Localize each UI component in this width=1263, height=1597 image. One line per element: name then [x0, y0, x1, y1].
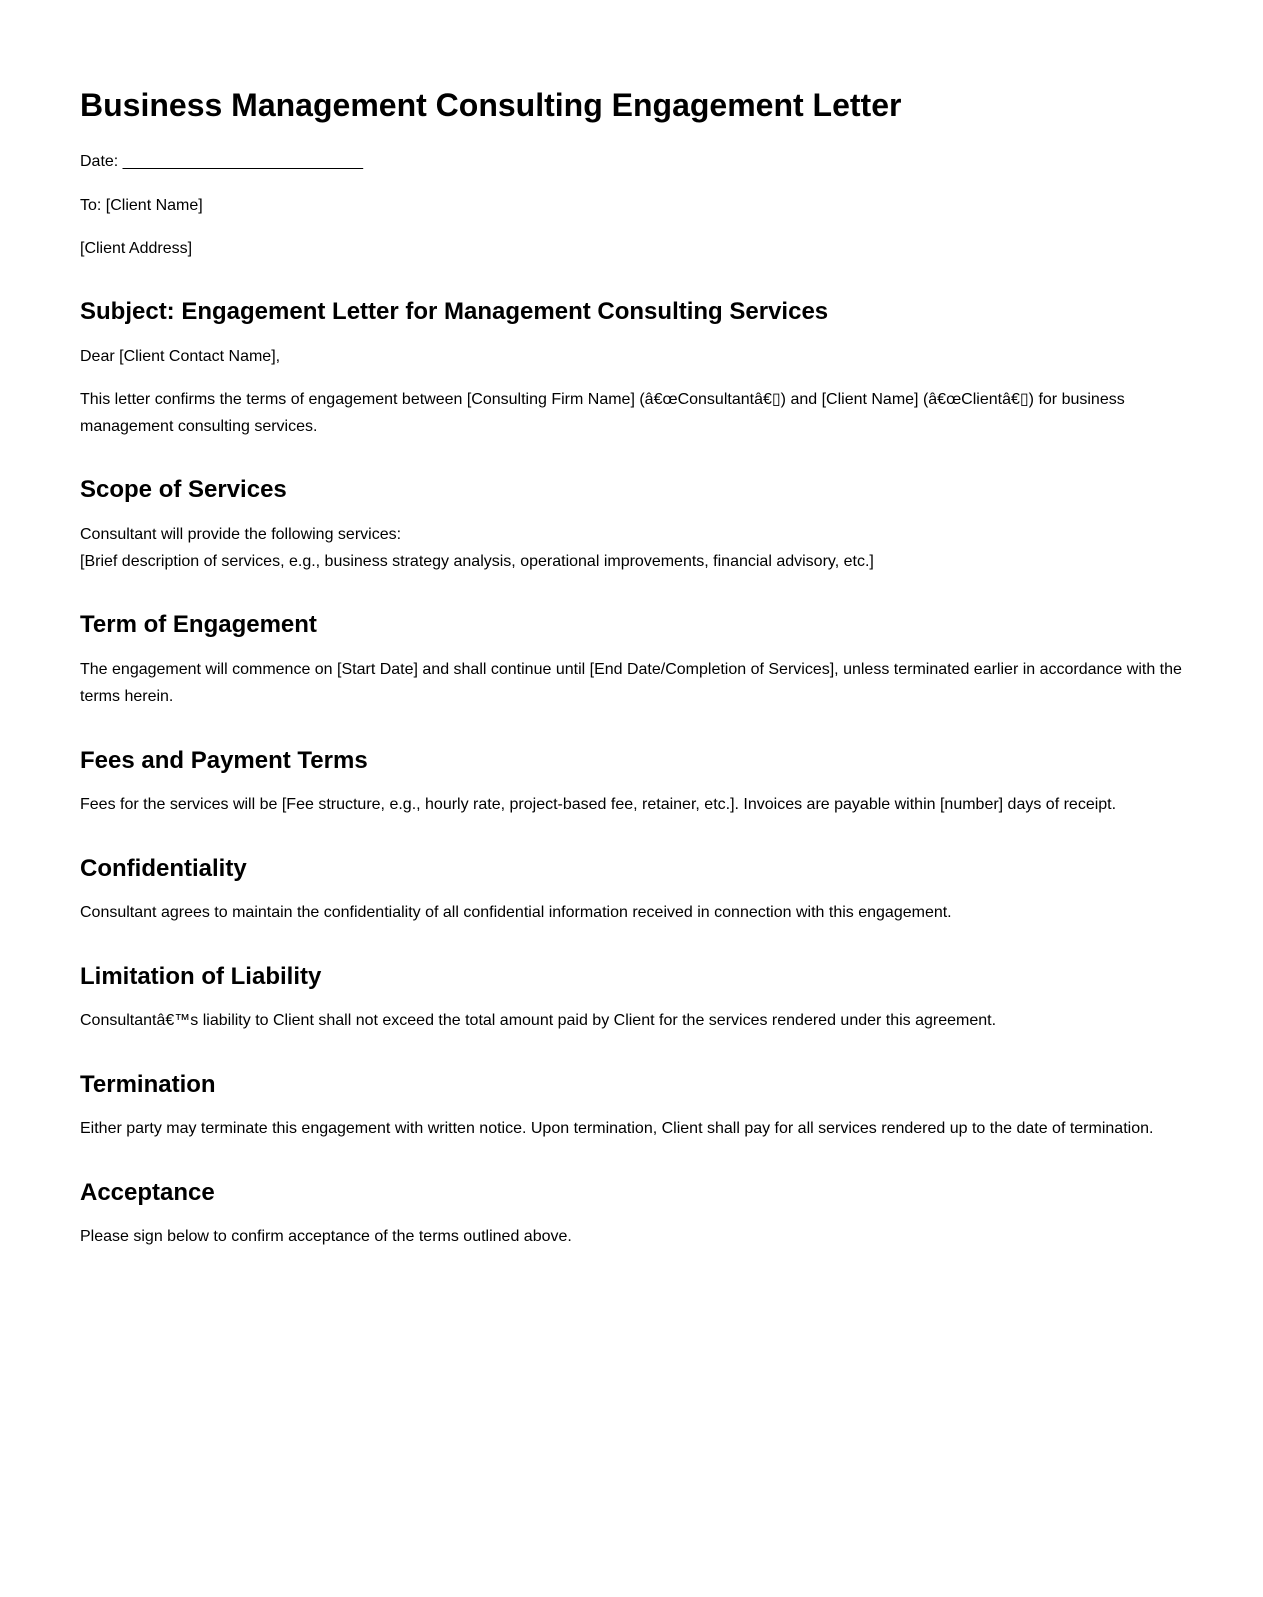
recipient-address-line: [Client Address] — [80, 239, 193, 257]
section-confidentiality — [80, 855, 1183, 927]
term-of-engagement-heading: Term of Engagement — [80, 611, 317, 639]
scope-services-intro-line: Consultant will provide the following services: — [80, 526, 402, 544]
subject-heading: Subject: Engagement Letter for Management Consulting Services — [80, 297, 829, 325]
date-line — [80, 148, 1183, 175]
date-label: Date: — [80, 153, 119, 171]
term-of-engagement-body: The engagement will commence on [Start Date] and shall continue until [End Date/Completion of Services], unless terminated earlier in accordance with the terms herein. — [80, 661, 1182, 706]
fees-and-payment-terms-body: Fees for the services will be [Fee structure, e.g., hourly rate, project-based fee, retainer, etc.]. Invoices are payable within [number] days of receipt. — [80, 796, 1117, 814]
scope-services-description-line: [Brief description of services, e.g., business strategy analysis, operational improvements, financial advisory, etc.] — [80, 553, 874, 571]
section-acceptance — [80, 1179, 1183, 1251]
document-title: Business Management Consulting Engagement Letter — [80, 87, 902, 123]
intro-paragraph: This letter confirms the terms of engagement between [Consulting Firm Name] (â€œConsultantâ€▯) and [Client Name] (â€œClientâ€▯) for business management consulting services. — [80, 390, 1125, 436]
recipient-to-line: To: [Client Name] — [80, 196, 203, 214]
scope-of-services-heading: Scope of Services — [80, 476, 287, 504]
acceptance-body: Please sign below to confirm acceptance of the terms outlined above. — [80, 1228, 572, 1246]
section-scope-of-services — [80, 476, 1183, 575]
limitation-of-liability-heading: Limitation of Liability — [80, 962, 322, 990]
termination-heading: Termination — [80, 1070, 216, 1098]
limitation-of-liability-body: Consultantâ€™s liability to Client shall not exceed the total amount paid by Client for the services rendered under this agreement. — [80, 1012, 997, 1030]
fees-and-payment-terms-heading: Fees and Payment Terms — [80, 746, 368, 774]
termination-body: Either party may terminate this engagement with written notice. Upon termination, Client shall pay for all services rendered up to the date of termination. — [80, 1120, 1154, 1138]
acceptance-heading: Acceptance — [80, 1178, 215, 1206]
section-limitation-of-liability — [80, 963, 1183, 1035]
salutation: Dear [Client Contact Name], — [80, 347, 281, 365]
date-blank-line: ___________________________ — [122, 153, 363, 171]
section-fees-and-payment-terms — [80, 747, 1183, 819]
section-term-of-engagement — [80, 611, 1183, 710]
section-termination — [80, 1071, 1183, 1143]
scope-of-services-body — [80, 521, 1183, 575]
confidentiality-body: Consultant agrees to maintain the confidentiality of all confidential information received in connection with this engagement. — [80, 904, 952, 922]
confidentiality-heading: Confidentiality — [80, 854, 247, 882]
